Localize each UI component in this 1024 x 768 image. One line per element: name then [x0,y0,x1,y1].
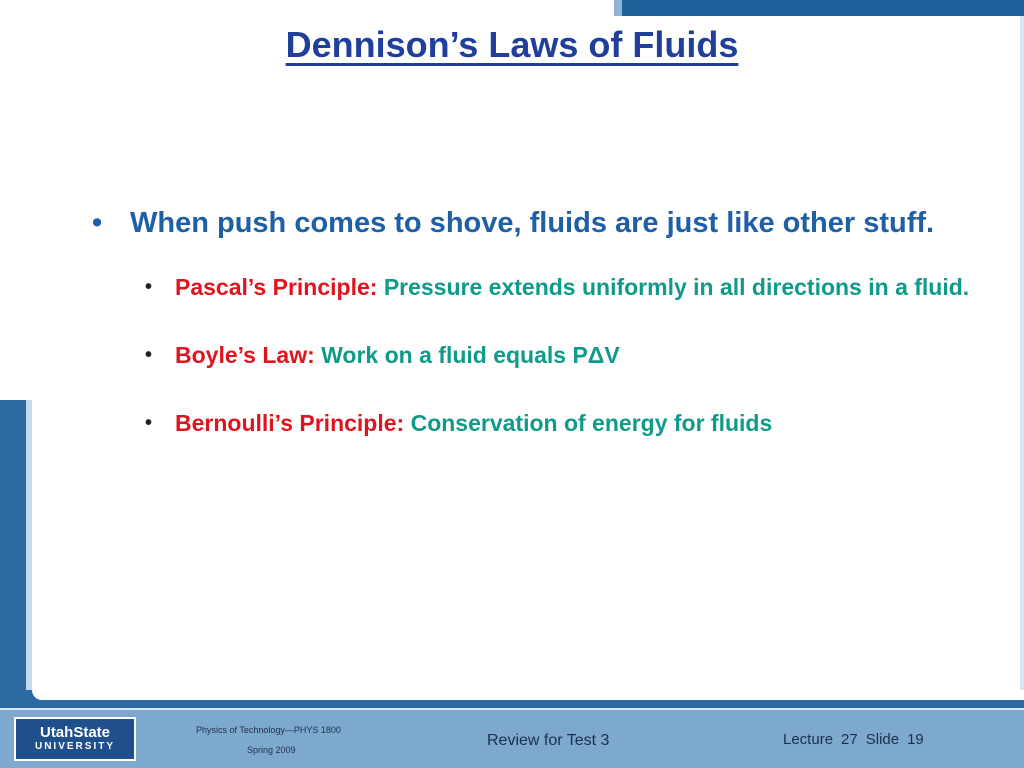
semester: Spring 2009 [247,745,296,755]
sub-bullet-description: Pressure extends uniformly in all directions in a fluid. [383,274,970,300]
slide-title: Dennison’s Laws of Fluids [285,24,739,65]
bullet-marker: • [92,207,103,239]
logo-line1: UtahState [39,724,110,741]
slide-content [90,206,970,438]
sub-bullet-pascal [90,272,970,302]
slide-label: Slide [865,731,900,748]
sub-bullet-term: Boyle’s Law: [175,342,315,368]
slide-number: 19 [907,731,924,748]
sub-bullet-description: Work on a fluid equals PΔV [321,342,620,368]
university-logo [14,717,136,761]
main-bullet-text: When push comes to shove, fluids are just like other stuff. [130,207,935,239]
top-decorative-bar [622,0,1024,16]
lecture-number: 27 [841,731,858,748]
slide-number-info [783,731,932,748]
sub-bullet-boyle [90,340,970,370]
main-bullet [90,206,970,240]
lecture-topic: Review for Test 3 [487,732,610,749]
sub-bullet-description: Conservation of energy for fluids [410,410,773,436]
bottom-decorative-curve [0,690,1024,710]
bullet-marker: • [145,344,153,366]
right-decorative-edge [1020,16,1024,716]
sub-bullet-term: Pascal’s Principle: [175,274,378,300]
lecture-label: Lecture [783,731,834,748]
logo-line2: UNIVERSITY [34,741,115,752]
left-decorative-bar [0,400,26,710]
sub-bullet-bernoulli [90,408,970,438]
bullet-marker: • [145,412,153,434]
course-name: Physics of Technology—PHYS 1800 [196,725,341,735]
sub-bullet-term: Bernoulli’s Principle: [175,410,405,436]
bullet-marker: • [145,276,153,298]
